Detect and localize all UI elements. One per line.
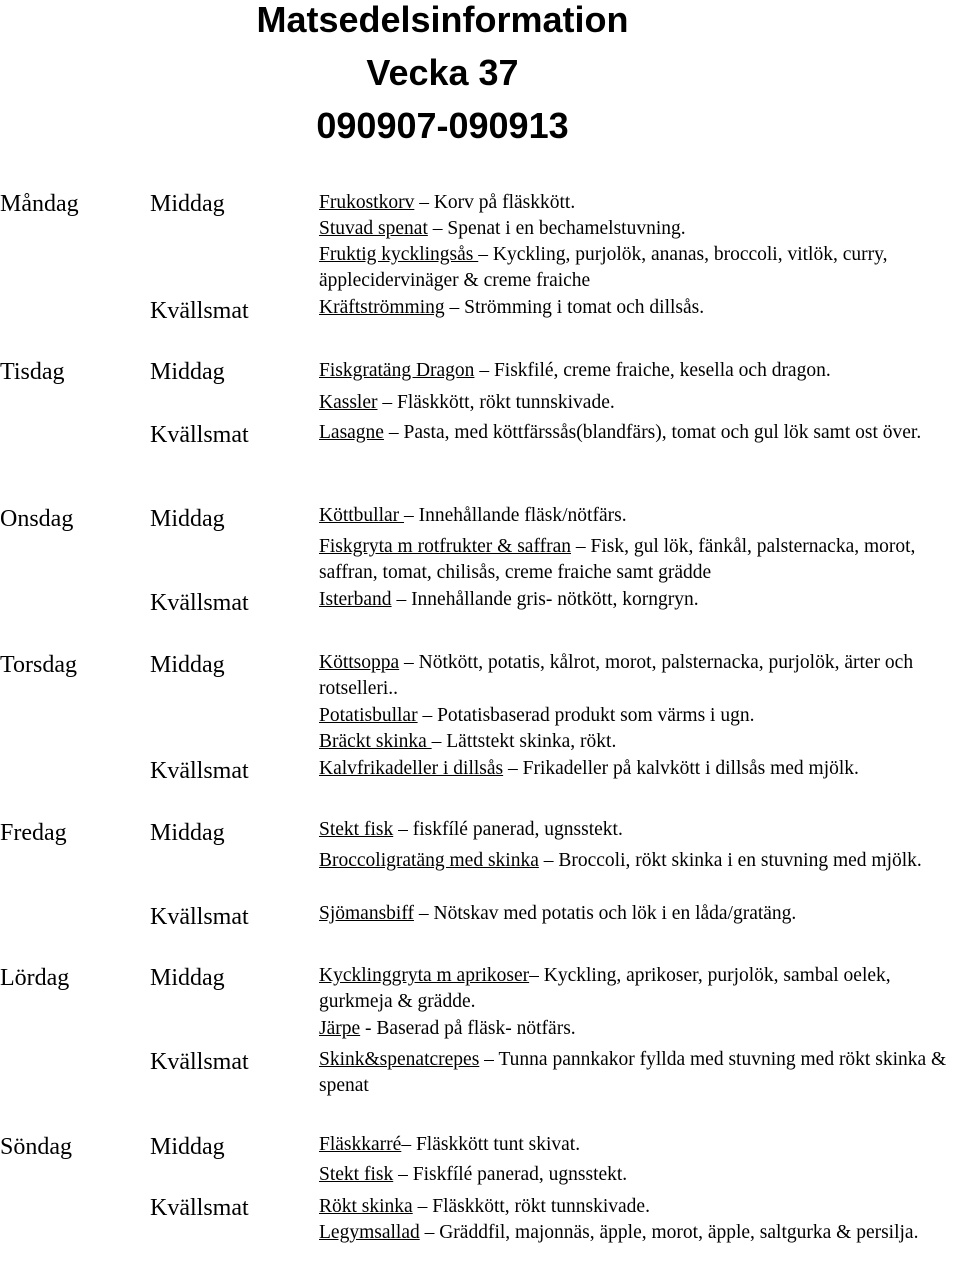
dish-name: Isterband	[319, 589, 392, 610]
dish-item: Kassler – Fläskkött, rökt tunnskivade.	[319, 392, 615, 413]
dish-item: Sjömansbiff – Nötskav med potatis och lök i en låda/gratäng.	[319, 903, 797, 924]
dish-item: Frukostkorv – Korv på fläskkött.	[319, 192, 576, 213]
dish-item: Kalvfrikadeller i dillsås – Frikadeller på kalvkött i dillsås med mjölk.	[319, 758, 859, 779]
dish-name: Skink&spenatcrepes	[319, 1049, 480, 1070]
dish-name: Bräckt skinka	[319, 731, 432, 752]
dish-item: Isterband – Innehållande gris- nötkött, korngryn.	[319, 589, 699, 610]
dish-name: Fruktig kycklingsås	[319, 244, 479, 265]
dish-description: Fiskfílé panerad, ugnsstekt.	[412, 1164, 628, 1185]
dish-name: Rökt skinka	[319, 1196, 413, 1217]
dish-item: Köttsoppa – Nötkött, potatis, kålrot, morot, palsternacka, purjolök, ärter och rotselleri..	[319, 652, 914, 699]
dish-name: Stuvad spenat	[319, 218, 428, 239]
day-label-saturday: Lördag	[0, 965, 70, 991]
dish-description: Korv på fläskkött.	[433, 192, 576, 213]
dish-name: Fiskgratäng Dragon	[319, 360, 475, 381]
dish-name: Broccoligratäng med skinka	[319, 850, 539, 871]
day-label-wednesday: Onsdag	[0, 506, 74, 532]
dish-name: Stekt fisk	[319, 1164, 394, 1185]
dish-description: Potatisbaserad produkt som värms i ugn.	[437, 705, 755, 726]
dish-description: Frikadeller på kalvkött i dillsås med mjölk.	[522, 758, 859, 779]
dish-name: Frukostkorv	[319, 192, 415, 213]
dish-name: Kräftströmming	[319, 297, 445, 318]
dish-description: Fläskkött, rökt tunnskivade.	[396, 392, 615, 413]
meal-label-kvallsmat: Kvällsmat	[150, 590, 249, 616]
dish-description: Spenat i en bechamelstuvning.	[447, 218, 686, 239]
dish-name: Sjömansbiff	[319, 903, 414, 924]
meal-label-middag: Middag	[150, 506, 225, 532]
meal-label-kvallsmat: Kvällsmat	[150, 904, 249, 930]
dish-item: Fläskkarré– Fläskkött tunt skivat.	[319, 1134, 581, 1155]
meal-label-middag: Middag	[150, 1134, 225, 1160]
dish-item: Kräftströmming – Strömming i tomat och dillsås.	[319, 297, 705, 318]
dish-description: Fläskkött tunt skivat.	[415, 1134, 581, 1155]
week-label: Vecka 37	[366, 52, 519, 93]
dish-item: Bräckt skinka – Lättstekt skinka, rökt.	[319, 731, 617, 752]
dish-item: Potatisbullar – Potatisbaserad produkt som värms i ugn.	[319, 705, 755, 726]
dish-item: Stekt fisk – fiskfílé panerad, ugnsstekt.	[319, 819, 623, 840]
day-label-friday: Fredag	[0, 820, 67, 846]
dish-description: fiskfílé panerad, ugnsstekt.	[412, 819, 623, 840]
dish-item: Rökt skinka – Fläskkött, rökt tunnskivade.	[319, 1196, 650, 1217]
dish-name: Järpe	[319, 1018, 361, 1039]
dish-name: Potatisbullar	[319, 705, 418, 726]
meal-label-kvallsmat: Kvällsmat	[150, 298, 249, 324]
meal-label-middag: Middag	[150, 820, 225, 846]
page-title: Matsedelsinformation	[256, 0, 629, 40]
dish-item: Järpe - Baserad på fläsk- nötfärs.	[319, 1018, 576, 1039]
dish-item: Lasagne – Pasta, med köttfärssås(blandfärs), tomat och gul lök samt ost över.	[319, 422, 922, 443]
dish-description: Pasta, med köttfärssås(blandfärs), tomat och gul lök samt ost över.	[403, 422, 922, 443]
meal-label-middag: Middag	[150, 191, 225, 217]
day-label-sunday: Söndag	[0, 1134, 72, 1160]
dish-description: Gräddfil, majonnäs, äpple, morot, äpple, saltgurka & persilja.	[439, 1222, 919, 1243]
date-range: 090907-090913	[316, 105, 569, 146]
dish-description: Fisk, gul lök, fänkål, palsternacka, morot, saffran, tomat, chilisås, creme fraiche samt grädde	[319, 536, 916, 583]
dish-description: Broccoli, rökt skinka i en stuvning med mjölk.	[558, 850, 922, 871]
dish-item: Fiskgryta m rotfrukter & saffran – Fisk, gul lök, fänkål, palsternacka, morot, saffran, tomat, chilisås, creme fraiche samt grädde	[319, 536, 916, 583]
dish-item: Köttbullar – Innehållande fläsk/nötfärs.	[319, 505, 627, 526]
dish-item: Fruktig kycklingsås – Kyckling, purjolök, ananas, broccoli, vitlök, curry, äpplecidervinäger & creme fraiche	[319, 244, 888, 291]
dish-item: Legymsallad – Gräddfil, majonnäs, äpple, morot, äpple, saltgurka & persilja.	[319, 1222, 919, 1243]
dish-name: Stekt fisk	[319, 819, 394, 840]
dish-name: Fiskgryta m rotfrukter & saffran	[319, 536, 571, 557]
meal-label-middag: Middag	[150, 652, 225, 678]
meal-label-kvallsmat: Kvällsmat	[150, 758, 249, 784]
day-label-tuesday: Tisdag	[0, 359, 65, 385]
dish-item: Fiskgratäng Dragon – Fiskfilé, creme fraiche, kesella och dragon.	[319, 360, 831, 381]
day-label-monday: Måndag	[0, 191, 79, 217]
dish-name: Köttbullar	[319, 505, 405, 526]
meal-label-kvallsmat: Kvällsmat	[150, 1049, 249, 1075]
meal-label-kvallsmat: Kvällsmat	[150, 1195, 249, 1221]
day-label-thursday: Torsdag	[0, 652, 77, 678]
dish-description: Fiskfilé, creme fraiche, kesella och dragon.	[493, 360, 831, 381]
dish-description: Tunna pannkakor fyllda med stuvning med rökt skinka & spenat	[319, 1049, 947, 1096]
dish-description: Fläskkött, rökt tunnskivade.	[432, 1196, 650, 1217]
dish-name: Lasagne	[319, 422, 384, 443]
dish-name: Köttsoppa	[319, 652, 400, 673]
dish-item: Kycklinggryta m aprikoser– Kyckling, aprikoser, purjolök, sambal oelek, gurkmeja & grädde.	[319, 965, 891, 1012]
dish-description: Nötkött, potatis, kålrot, morot, palsternacka, purjolök, ärter och rotselleri..	[319, 652, 914, 699]
dish-description: Baserad på fläsk- nötfärs.	[376, 1018, 576, 1039]
dish-name: Kalvfrikadeller i dillsås	[319, 758, 504, 779]
dish-description: Lättstekt skinka, rökt.	[446, 731, 617, 752]
meal-label-middag: Middag	[150, 965, 225, 991]
dish-description: Nötskav med potatis och lök i en låda/gratäng.	[433, 903, 797, 924]
dish-description: Kyckling, aprikoser, purjolök, sambal oelek, gurkmeja & grädde.	[319, 965, 891, 1012]
dish-name: Legymsallad	[319, 1222, 420, 1243]
meal-label-kvallsmat: Kvällsmat	[150, 422, 249, 448]
dish-item: Stuvad spenat – Spenat i en bechamelstuvning.	[319, 218, 686, 239]
dish-name: Kassler	[319, 392, 378, 413]
dish-description: Innehållande fläsk/nötfärs.	[418, 505, 627, 526]
dish-item: Skink&spenatcrepes – Tunna pannkakor fyllda med stuvning med rökt skinka & spenat	[319, 1049, 947, 1096]
dish-description: Kyckling, purjolök, ananas, broccoli, vitlök, curry, äpplecidervinäger & creme fraiche	[319, 244, 888, 291]
dish-item: Broccoligratäng med skinka – Broccoli, rökt skinka i en stuvning med mjölk.	[319, 850, 922, 871]
dish-description: Innehållande gris- nötkött, korngryn.	[411, 589, 699, 610]
dish-item: Stekt fisk – Fiskfílé panerad, ugnsstekt.	[319, 1164, 628, 1185]
dish-name: Kycklinggryta m aprikoser	[319, 965, 530, 986]
meal-label-middag: Middag	[150, 359, 225, 385]
dish-name: Fläskkarré	[319, 1134, 402, 1155]
dish-description: Strömming i tomat och dillsås.	[464, 297, 705, 318]
